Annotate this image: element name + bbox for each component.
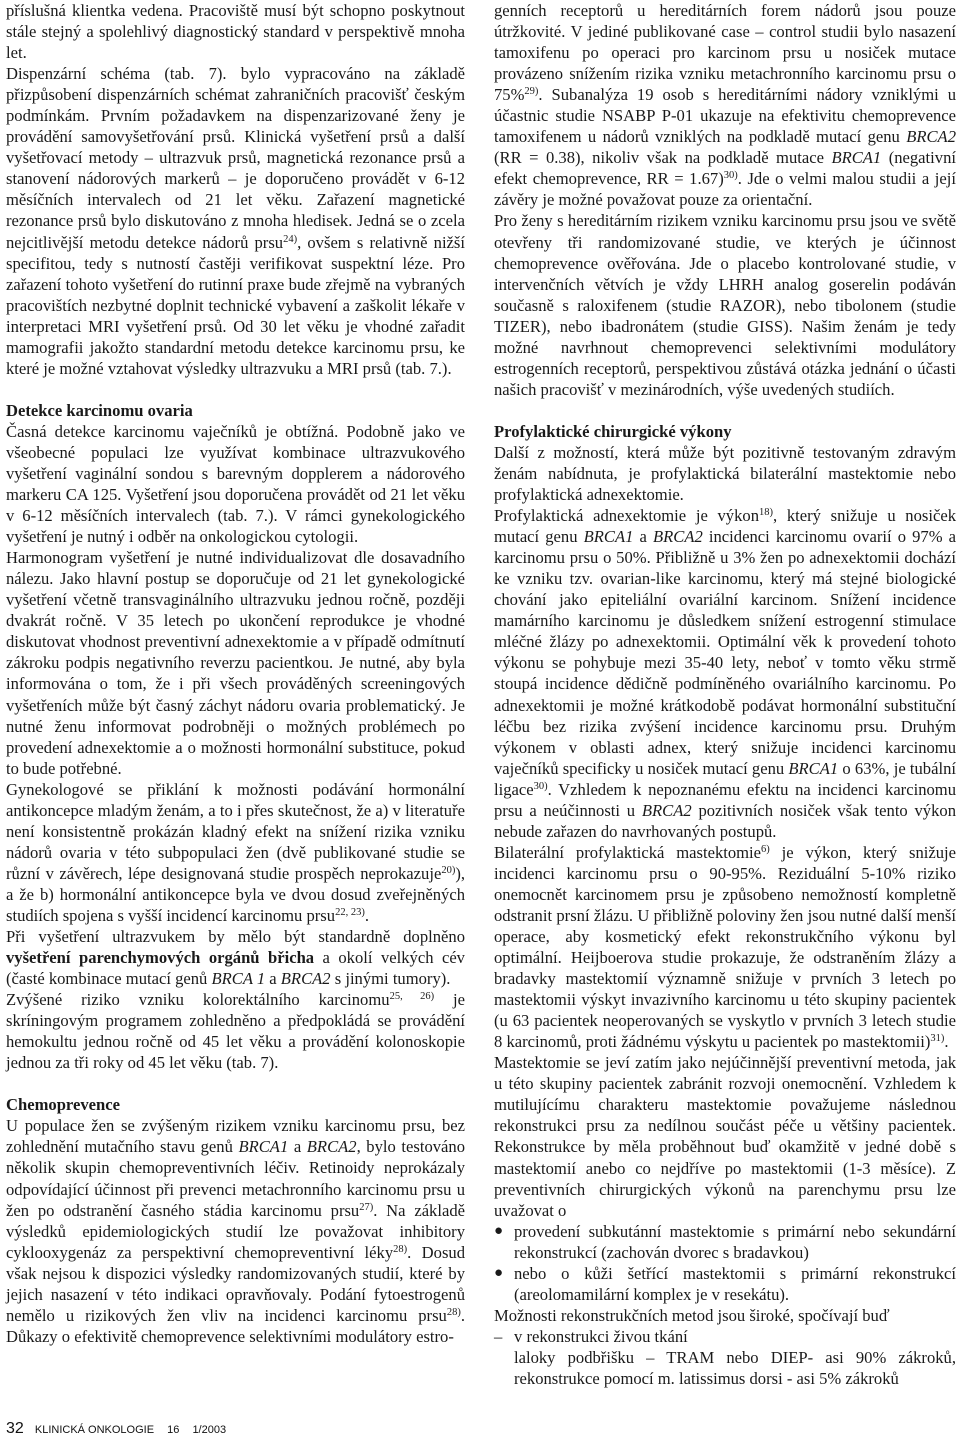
section-heading-chemoprevence: Chemoprevence — [6, 1095, 120, 1115]
paragraph: příslušná klientka vedena. Pracoviště musí být schopno poskytnout stále stejný a spolehlivý diagnostický standard v perspektivě mnoha let. — [6, 1, 465, 63]
list-item-text: v rekonstrukci živou tkání — [514, 1326, 688, 1346]
paragraph: Časná detekce karcinomu vaječníků je obtížná. Podobně jako ve všeobecné populaci lze využívat kombinace ultrazvukového vyšetření vaginální sondou s barevným dopplerem a nádorového markeru CA 125. Vyšetření jsou doporučena provádět od 21 let věku v 6-12 měsíčních intervalech (tab. 7.). V rámci gynekologického vyšetření je nutný i odběr na onkologickou cytologii. — [6, 421, 465, 547]
paragraph: Při vyšetření ultrazvukem by mělo být standardně doplněno vyšetření parenchymových orgánů břicha a okolí velkých cév (časté kombinace mutací genů BRCA 1 a BRCA2 s jinými tumory). — [6, 927, 465, 989]
list-item-text: provedení subkutánní mastektomie s primární nebo sekundární rekonstrukcí (zachován dvorec s bradavkou) — [514, 1221, 956, 1262]
list-item — [494, 1263, 956, 1305]
paragraph: Pro ženy s hereditárním rizikem vzniku karcinomu prsu jsou ve světě otevřeny tři randomizované studie, ve kterých je účinnost chemoprevence ověřována. Jde o placebo kontrolované studie, v intervenčních větvích je vždy LHRH analog goserelin podáván současně s raloxifenem (studie RAZOR), nebo tibolonem (studie TIZER), nebo ibadronátem (studie GISS). Našim ženám je tedy možné navrhnout chemoprevenci selektivními modulátory estrogenních receptorů, perspektivou zůstává otázka jednání o účasti našich pracovišť v mezinárodních, výše uvedených studiích. — [494, 211, 956, 399]
page-footer — [6, 1420, 236, 1438]
paragraph: genních receptorů u hereditárních forem nádorů jsou pouze útržkovité. V jediné publikované case – control studii bylo nasazení tamoxifenu po operaci pro karcinom prsu u nosiček mutace provázeno snížením rizika vzniku metachronního karcinomu prsu o 75%$^{29)}$. Subanalýza 19 osob s hereditárními nádory vzniklými u účastnic studie NSABP P-01 ukazuje na efektivitu chemoprevence tamoxifenem u nádorů vzniklých na podkladě mutací genu BRCA2 (RR = 0.38), nikoliv však na podkladě mutace BRCA1 (negativní efekt chemoprevence, RR = 1.67)$^{30)}$. Jde o velmi malou studii a její závěry je možné považovat pouze za orientační. — [494, 1, 956, 210]
paragraph: Mastektomie se jeví zatím jako nejúčinnější preventivní metoda, jak u této skupiny pacientek zabránit rozvoji onemocnění. Vzhledem k mutilujícímu charakteru mastektomie považujeme následnou rekonstrukci prsu za nedílnou součást péče u většiny pacientek. Rekonstrukce by měla proběhnout buď okamžitě v jedné době s mastektomií anebo co nejdříve po mastektomii (1-3 měsíce). Z preventivních chirurgických výkonů na parenchymu prsu lze uvažovat o — [494, 1053, 956, 1220]
page-number: 32 — [6, 1420, 24, 1437]
paragraph: Gynekologové se přiklání k možnosti podávání hormonální antikoncepce mladým ženám, a to i přes skutečnost, že a) v literatuře není konsistentně prokázán kladný efekt na snížení rizika vzniku nádorů ovaria v této subpopulaci žen (dvě publikované studie se různí v závěrech, lépe designovaná studie prospěch neprokazuje$^{20)}$), a že b) hormonální antikoncepce byla ve dvou dosud zveřejněných studiích spojena s vyšší incidencí karcinomu prsu$^{22, 23)}$. — [6, 779, 465, 925]
dash-icon: – — [494, 1326, 503, 1346]
section-heading-ovaria: Detekce karcinomu ovaria — [6, 400, 193, 420]
paragraph: Profylaktická adnexektomie je výkon$^{18)}$, který snižuje u nosiček mutací genu BRCA1 a BRCA2 incidenci karcinomu ovarií o 97% a karcinomu prsu o 50%. Přibližně u 3% žen po adnexektomii dochází ke vzniku tzv. ovarian-like karcinomu, který má stejné biologické chování jako epiteliální ovariální karcinom. Snížení incidence mamárního karcinomu je důsledkem snížení estrogenní stimulace mléčné žlázy po adnexektomii. Optimální věk k provedení tohoto výkonu se pohybuje mezi 35-40 lety, neboť v tomto věku strmě stoupá incidence dědičně podmíněného ovariálního karcinomu. Po adnexektomii je možné krátkodobě podávat hormonální substituční léčbu bez rizika zvýšení incidence karcinomu prsu. Druhým výkonem v oblasti adnex, který snižuje incidenci karcinomu vaječníků specificky u nosiček mutací genu BRCA1 o 63%, je tubální ligace$^{30)}$. Vzhledem k nepoznanému efektu na incidenci karcinomu prsu a neúčinnosti u BRCA2 pozitivních nosiček však tento výkon nebude zařazen do navrhovaných postupů. — [494, 506, 957, 841]
paragraph: laloky podbřišku – TRAM nebo DIEP- asi 90% zákroků, rekonstrukce pomocí m. latissimus dorsi - asi 5% zákroků — [514, 1347, 956, 1388]
list-item — [494, 1221, 956, 1263]
list-item — [494, 1326, 956, 1347]
paragraph: Možnosti rekonstrukčních metod jsou široké, spočívají buď — [494, 1305, 890, 1325]
bullet-icon — [494, 1221, 514, 1263]
journal-volume: 16 — [167, 1424, 180, 1436]
journal-issue: 1/2003 — [192, 1424, 227, 1436]
paragraph: Další z možností, která může být pozitivně testovaným zdravým ženám nabídnuta, je profylaktická bilaterální mastektomie nebo profylaktická adnexektomie. — [494, 442, 956, 505]
paragraph: Bilaterální profylaktická mastektomie$^{6)}$ je výkon, který snižuje incidenci karcinomu prsu o 90-95%. Reziduální 5-10% riziko onemocnět karcinomem prsu je způsobeno nemožností kompletně odstranit prsní žlázu. U přibližně poloviny žen jsou nutné další menší operace, aby kosmetický efekt rekonstrukčního výkonu byl optimální. Heijboerova studie prokazuje, že odstraněním žlázy a bradavky mastektomií významně snižuje v prvních 3 letech po mastektomii výskyt invazivního karcinomu u této skupiny pacientek (u 63 pacientek neoperovaných se vyskytlo v prvních 3 letech studie 8 karcinomů, proti žádnému výskytu u pacientek po mastektomii)$^{31)}$. — [494, 842, 956, 1052]
section-heading-profylakticke: Profylaktické chirurgické výkony — [494, 421, 732, 441]
paragraph: Harmonogram vyšetření je nutné individualizovat dle dosavadního nálezu. Jako hlavní postup se doporučuje od 21 let gynekologické vyšetření včetně transvaginálního ultrazvuku jednou ročně, později dvakrát ročně. V 35 letech po ukončení reprodukce je vhodné diskutovat vhodnost preventivní adnexektomie a v případě odmítnutí zákroku podpis negativního reverzu pacientkou. Je nutné, aby byla informována o tom, že i při všech prováděných screeningových vyšetřeních může být časný záchyt nádoru ovaria problematický. Je nutné ženu informovat podrobněji o možných problémech po provedení adnexektomie a o možnosti hormonální substituce, pokud to bude potřebné. — [6, 548, 465, 778]
bullet-icon — [494, 1263, 514, 1305]
left-column — [6, 0, 465, 1347]
journal-name: KLINICKÁ ONKOLOGIE — [34, 1424, 155, 1436]
list-item-text: nebo o kůži šetřící mastektomii s primární rekonstrukcí (areolomamilární komplex je v resekátu). — [514, 1263, 956, 1304]
right-column — [494, 0, 956, 1389]
paragraph: U populace žen se zvýšeným rizikem vzniku karcinomu prsu, bez zohlednění mutačního stavu genů BRCA1 a BRCA2, bylo testováno několik skupin chemopreventivních léčiv. Retinoidy neprokázaly odpovídající účinnost při prevenci metachronního karcinomu prsu u žen po odstranění časného stádia karcinomu prsu$^{27)}$. Na základě výsledků epidemiologických studií lze považovat inhibitory cyklooxygenáz za perspektivní chemopreventivní léky$^{28)}$. Dosud však nejsou k dispozici výsledky randomizovaných studií, které by jejich nasazení v této indikaci opravňovaly. Podání fytoestrogenů nemělo u rizikových žen vliv na incidenci karcinomu prsu$^{28)}$. Důkazy o efektivitě chemoprevence selektivními modulátory estro- — [6, 1116, 465, 1346]
paragraph: Zvýšené riziko vzniku kolorektálního karcinomu$^{25, 26)}$ je skríningovým programem zohledněno a předpokládá se provádění hemokultu jednou ročně od 45 let věku a provádění kolonoskopie jednou za tři roky od 45 let věku (tab. 7). — [6, 990, 466, 1073]
paragraph: Dispenzární schéma (tab. 7). bylo vypracováno na základě přizpůsobení dispenzárních schémat zahraničních pracovišť českým podmínkám. Prvním požadavkem na dispenzarizované ženy je provádění samovyšetřování prsů. Klinická vyšetření prsů a další vyšetřovací metody – ultrazvuk prsů, magnetická rezonance prsů a stanovení nádorových markerů – je doporučeno provádět v 6-12 měsíčních intervalech od 21 let věku. Zařazení magnetické rezonance prsů bylo diskutováno z mnoha hledisek. Jedná se o zcela nejcitlivější metodu detekce nádorů prsu$^{24)}$, ovšem s relativně nižší specifitou, tedy s nutností častěji verifikovat suspektní léze. Pro zařazení tohoto vyšetření do rutinní praxe bude zřejmě na vybraných pracovištích nezbytné doplnit technické vybavení a zaškolit lékaře v interpretaci MRI vyšetření prsů. Od 30 let věku je vhodné zařadit mamografii jakožto standardní metodu detekce karcinomu prsu, ke které je možné vztahovat výsledky ultrazvuku a MRI prsů (tab. 7.). — [6, 64, 465, 378]
